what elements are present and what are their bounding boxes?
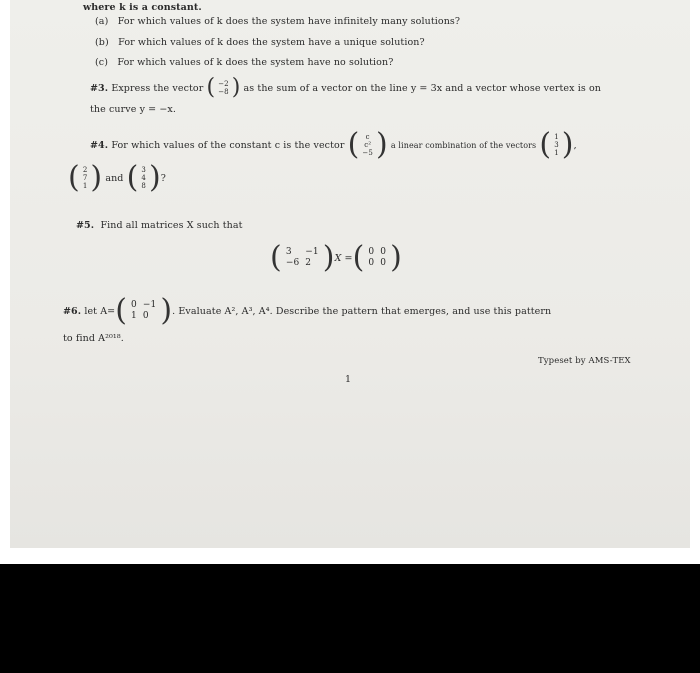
q6-m11: 0 xyxy=(131,300,137,310)
q5-number: #5. xyxy=(76,220,95,231)
q5-a11: 3 xyxy=(285,247,292,257)
q5-z11: 0 xyxy=(368,247,375,257)
q3-pre: Express the vector xyxy=(111,82,204,94)
q4-v1-2: 3 xyxy=(554,141,559,149)
q4-and: and xyxy=(105,172,124,184)
q4-vector xyxy=(359,133,376,157)
document-page xyxy=(10,0,690,548)
q4-mid: a linear combination of the vectors xyxy=(390,140,537,150)
q3-vector xyxy=(215,80,232,96)
q3-number: #3. xyxy=(90,82,109,94)
q3-line2: the curve y = −x. xyxy=(90,104,176,115)
part-c-text: For which values of k does the system have no solution? xyxy=(117,57,394,68)
part-a xyxy=(95,16,460,27)
q5-z21: 0 xyxy=(368,258,375,268)
question-4: #4. For which values of the constant c is the vector ( c c² −5 ) a linear combination of the vectors ( 1 3 1 ) , xyxy=(90,127,577,162)
part-b-text: For which values of k does the system have a unique solution? xyxy=(118,37,425,48)
q3-vector-y: −8 xyxy=(218,88,229,96)
q6-m22: 0 xyxy=(142,311,149,321)
q4-v2-2: 7 xyxy=(82,174,88,182)
q4-v3-2: 4 xyxy=(141,174,146,182)
q4-v3 xyxy=(138,166,149,190)
q5-a12: −1 xyxy=(305,247,319,257)
q3-vector-x: −2 xyxy=(218,80,229,88)
part-a-text: For which values of k does the system have infinitely many solutions? xyxy=(117,16,461,27)
q4-vector-1: c xyxy=(365,133,370,141)
q5-matrix-zero xyxy=(364,247,390,269)
q3-post: as the sum of a vector on the line y = 3x and a vector whose vertex is on xyxy=(243,82,601,94)
part-a-label: (a) xyxy=(95,16,109,27)
q4-line2: ( 2 7 1 ) and ( 3 4 8 ) ? xyxy=(68,160,166,195)
q4-vector-3: −5 xyxy=(362,149,373,157)
q5-a22: 2 xyxy=(305,258,312,268)
part-b-label: (b) xyxy=(95,37,109,48)
q4-v2 xyxy=(80,166,91,190)
q4-number: #4. xyxy=(90,139,109,151)
q6-pre: let A= xyxy=(84,305,116,317)
question-3: #3. Express the vector ( −2 −8 ) as the sum of a vector on the line y = 3x and a vector whose vertex is on xyxy=(90,75,601,100)
q5-a21: −6 xyxy=(285,258,300,268)
q5-equation: ( 3 −1 −6 2 ) X = ( 0 0 0 0 ) xyxy=(270,240,402,275)
q5-matrix-a xyxy=(282,247,323,269)
page-number: 1 xyxy=(345,374,352,385)
part-c-label: (c) xyxy=(95,57,109,68)
q4-pre: For which values of the constant c is the vector xyxy=(111,139,345,151)
q6-number: #6. xyxy=(63,305,82,317)
q4-v3-3: 8 xyxy=(141,182,146,190)
question-6: #6. let A= ( 0 −1 1 0 ) . Evaluate A², A³, A⁴. Describe the pattern that emerges, and use this pattern xyxy=(63,293,552,328)
intro-text: where k is a constant. xyxy=(83,2,202,13)
part-b xyxy=(95,37,425,48)
q5-z22: 0 xyxy=(380,258,387,268)
q5-z12: 0 xyxy=(380,247,387,257)
q4-end: ? xyxy=(160,172,166,184)
q4-v1-3: 1 xyxy=(554,149,559,157)
q6-post: . Evaluate A², A³, A⁴. Describe the pattern that emerges, and use this pattern xyxy=(172,305,552,317)
q6-m21: 1 xyxy=(131,311,137,321)
q5-text: Find all matrices X such that xyxy=(100,220,243,231)
q4-v3-1: 3 xyxy=(141,166,146,174)
q5-x: X = xyxy=(334,252,353,264)
part-c xyxy=(95,57,393,68)
q4-v1 xyxy=(551,133,562,157)
q4-v1-1: 1 xyxy=(554,133,559,141)
q6-matrix xyxy=(127,300,160,322)
question-5 xyxy=(76,220,243,231)
q4-v2-1: 2 xyxy=(82,166,88,174)
q6-line2: to find A²⁰¹⁸. xyxy=(63,333,124,344)
q4-vector-2: c² xyxy=(364,141,372,149)
q4-v2-3: 1 xyxy=(82,182,88,190)
black-bar xyxy=(0,564,700,673)
typeset-footer: Typeset by AMS-TEX xyxy=(538,356,631,366)
q6-m12: −1 xyxy=(142,300,157,310)
